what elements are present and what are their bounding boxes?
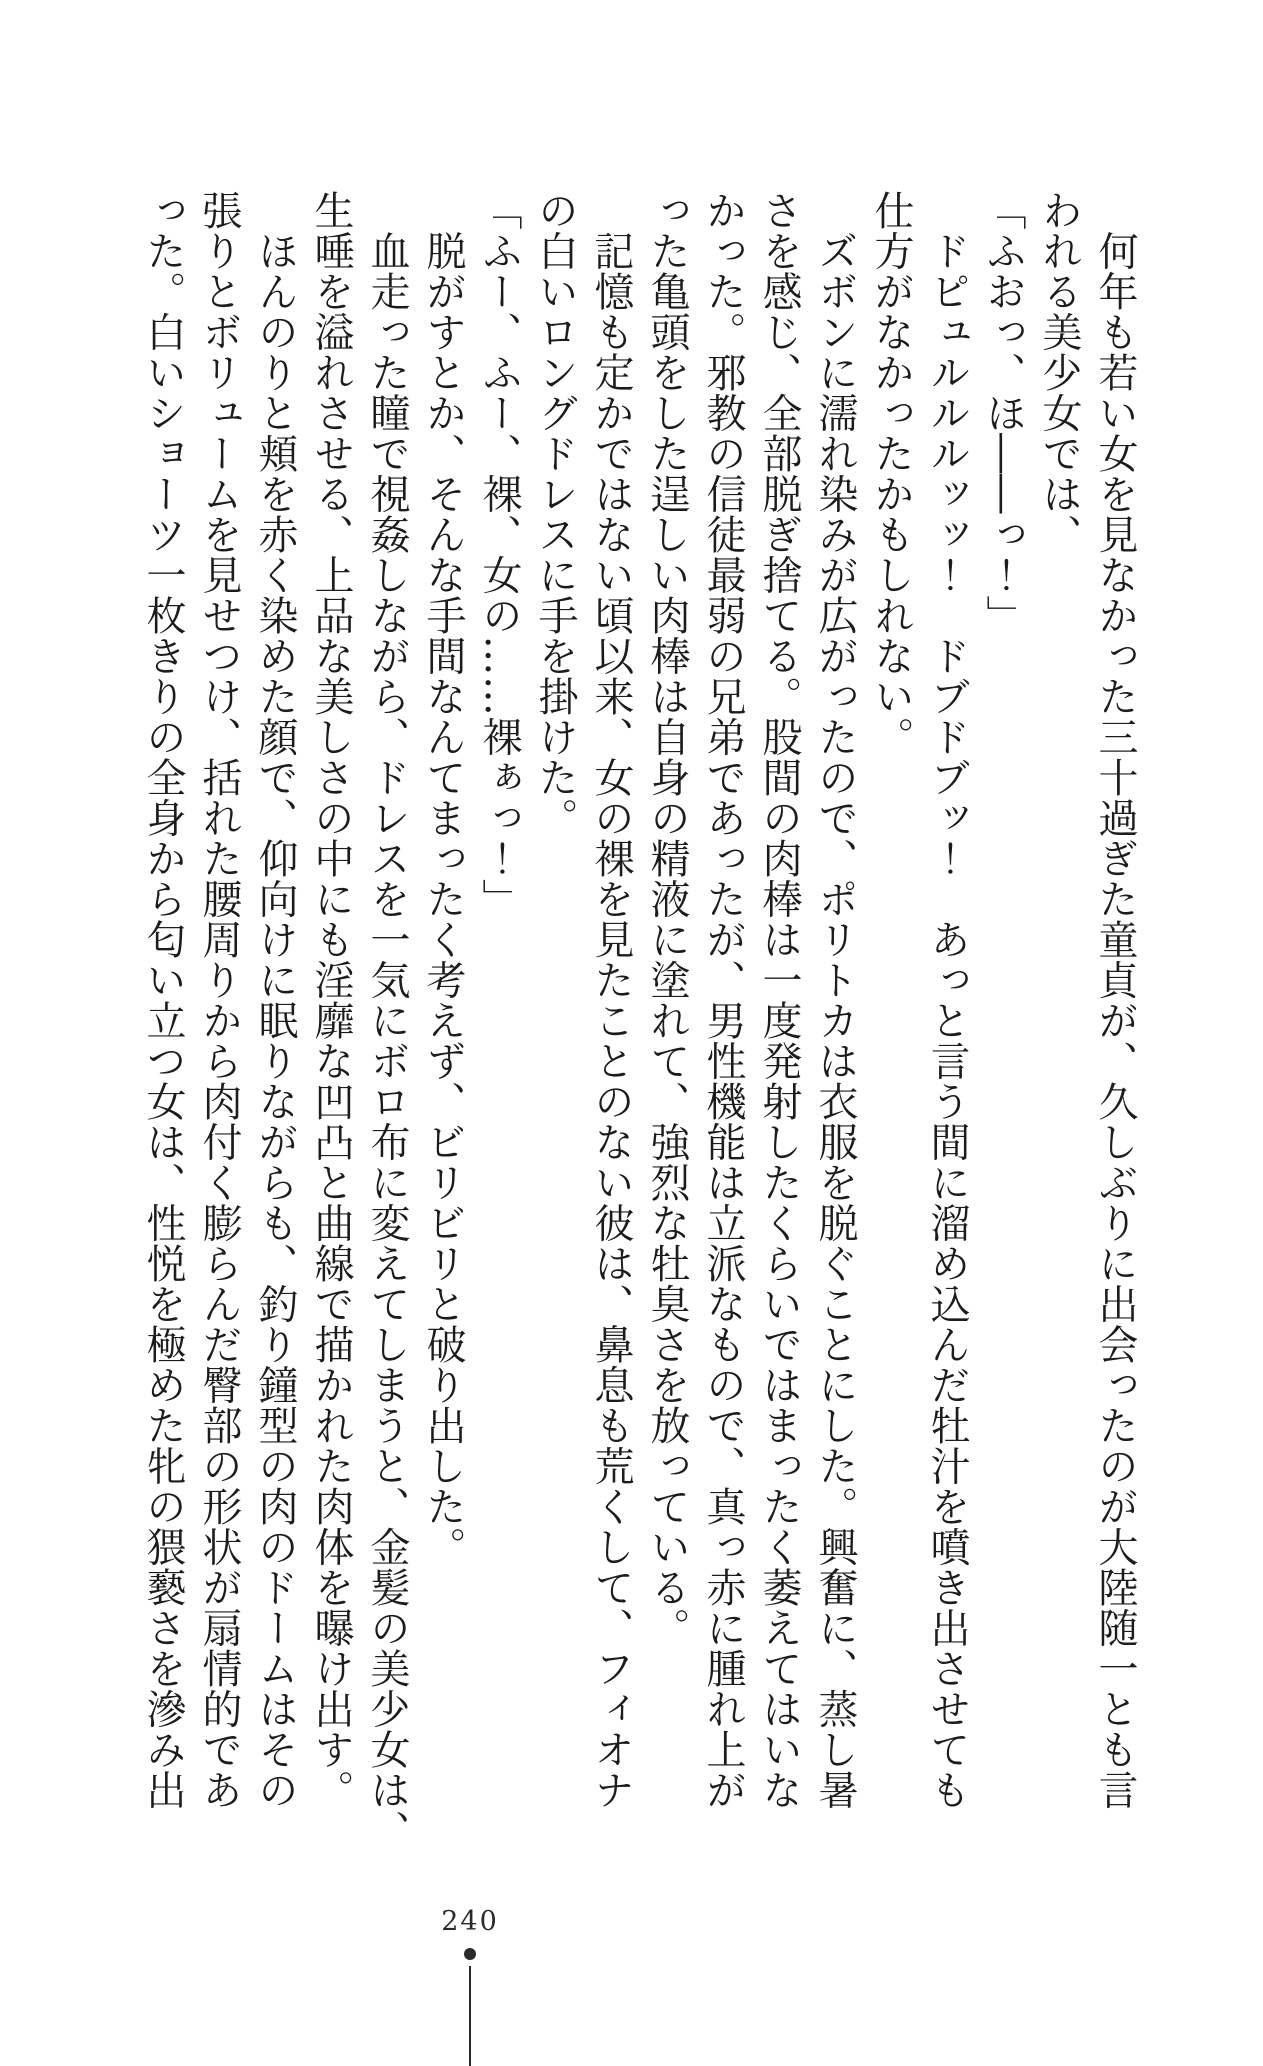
text-line: ドピュルルルッッ！ ドブドブッ！ あっと言う間に溜め込んだ牡汁を噴き出させても <box>924 190 970 1810</box>
text-line: われる美少女では、 <box>1036 190 1082 555</box>
page-ornament-dot-icon <box>464 1948 476 1960</box>
text-line: ほんのりと頬を赤く染めた顔で、仰向けに眠りながらも、釣り鐘型の肉のドームはその <box>252 190 298 1810</box>
text-line: 仕方がなかったかもしれない。 <box>868 190 914 757</box>
text-line: 生唾を溢れさせる、上品な美しさの中にも淫靡な凹凸と曲線で描かれた肉体を曝け出す。 <box>308 190 354 1810</box>
text-line: った亀頭をした逞しい肉棒は自身の精液に塗れて、強烈な牡臭さを放っている。 <box>644 190 690 1648</box>
page-number: 240 <box>441 1906 499 1937</box>
text-line: 脱がすとか、そんな手間なんてまったく考えず、ビリビリと破り出した。 <box>420 190 466 1567</box>
text-line: 張りとボリュームを見せつけ、括れた腰周りから肉付く膨らんだ臀部の形状が扇情的であ <box>196 190 242 1810</box>
text-line-dialogue: 「ふおっ、ほ――っ！」 <box>980 190 1026 636</box>
text-line: 血走った瞳で視姦しながら、ドレスを一気にボロ布に変えてしまうと、金髪の美少女は、 <box>364 190 410 1851</box>
text-line-dialogue: 「ふー、ふー、裸、女の……裸ぁっ！」 <box>476 190 522 919</box>
text-line: った。白いショーツ一枚きりの全身から匂い立つ女は、性悦を極めた牝の猥褻さを滲み出 <box>140 190 186 1810</box>
text-line: の白いロングドレスに手を掛けた。 <box>532 190 578 838</box>
text-line: 記憶も定かではない頃以来、女の裸を見たことのない彼は、鼻息も荒くして、フィオナ <box>588 190 634 1810</box>
text-line: かった。邪教の信徒最弱の兄弟であったが、男性機能は立派なもので、真っ赤に腫れ上が <box>700 190 746 1810</box>
page-ornament-line <box>469 1966 471 2066</box>
text-line: さを感じ、全部脱ぎ捨てる。股間の肉棒は一度発射したくらいではまったく萎えてはいな <box>756 190 802 1810</box>
text-line: 何年も若い女を見なかった三十過ぎた童貞が、久しぶりに出会ったのが大陸随一とも言 <box>1092 190 1138 1810</box>
text-line: ズボンに濡れ染みが広がったので、ポリトカは衣服を脱ぐことにした。興奮に、蒸し暑 <box>812 190 858 1810</box>
vertical-text-block <box>135 190 1143 1890</box>
